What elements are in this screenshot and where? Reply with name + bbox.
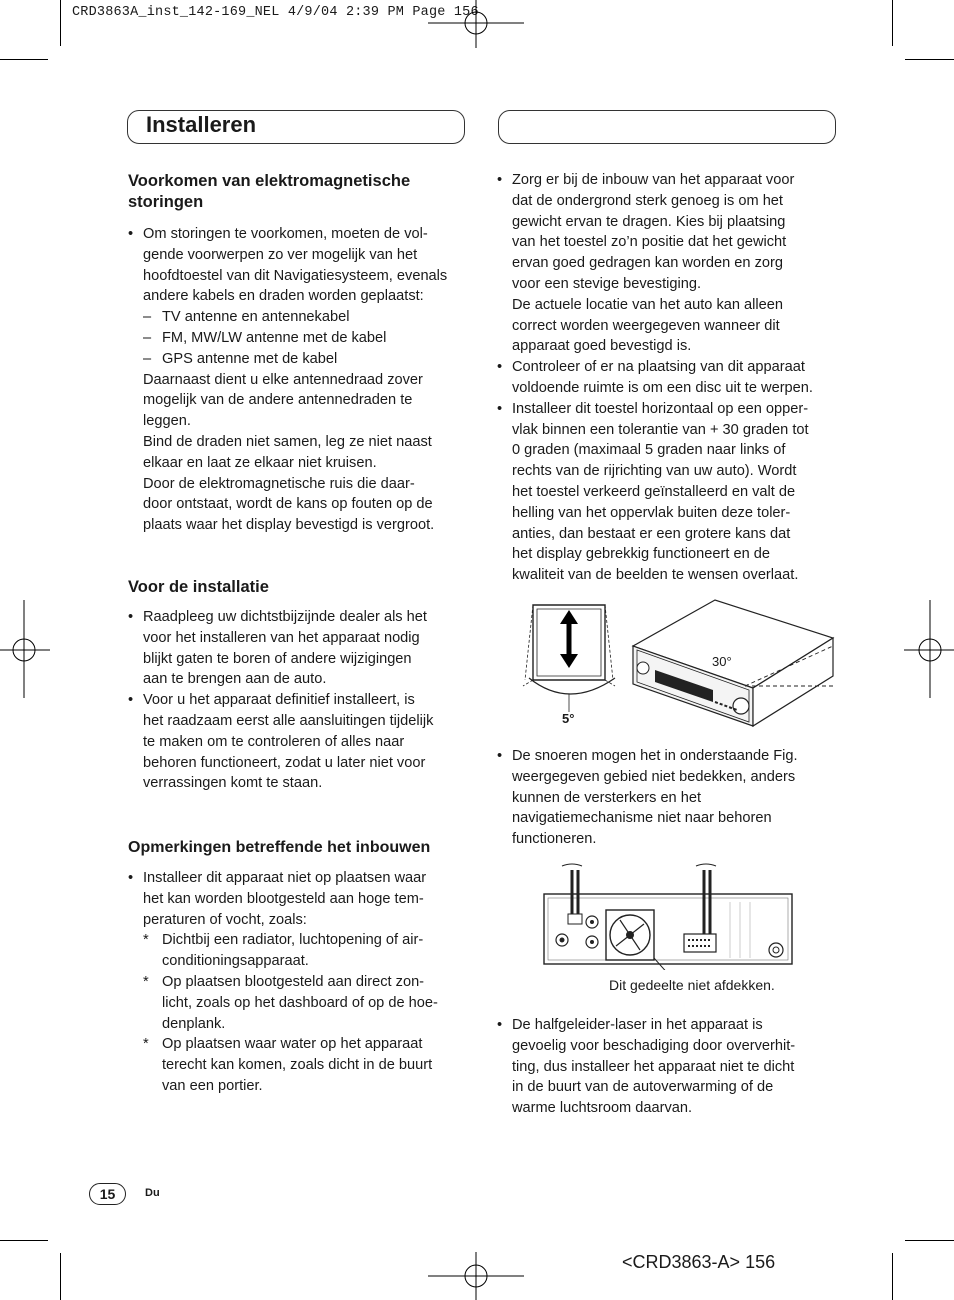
crop-mark <box>60 1253 61 1300</box>
text-line: • Installeer dit toestel horizontaal op een opper- <box>497 399 842 420</box>
text-line: – GPS antenne met de kabel <box>128 349 473 370</box>
text-line: – FM, MW/LW antenne met de kabel <box>128 328 473 349</box>
section-title: Installeren <box>146 112 257 137</box>
cable-section <box>497 746 842 850</box>
text-line: 0 graden (maximaal 5 graden naar links of <box>512 442 786 459</box>
figure-caption: Dit gedeelte niet afdekken. <box>609 977 775 993</box>
heading-before-install: Voor de installatie <box>128 578 269 596</box>
text-line: denplank. <box>162 1015 226 1032</box>
text-line: in de buurt van de autoverwarming of de <box>512 1079 774 1096</box>
text-line: weergegeven gebied niet bedekken, anders <box>512 768 796 785</box>
text-line: elkaar en laat ze elkaar niet kruisen. <box>143 454 377 471</box>
empty-title-box <box>498 110 836 144</box>
text-line: • Voor u het apparaat definitief installeert, is <box>128 690 473 711</box>
text-line: • Installeer dit apparaat niet op plaatsen waar <box>128 868 473 889</box>
text-line: terecht kan komen, zoals dicht in de buurt <box>162 1057 433 1074</box>
text-line: door ontstaat, wordt de kans op fouten op de <box>143 496 433 513</box>
crop-mark <box>905 1240 954 1241</box>
page-number: 15 <box>89 1183 126 1205</box>
text-line: hoofdtoestel van dit Navigatiesysteem, evenals <box>143 267 448 284</box>
text-line: vlak binnen een tolerantie van + 30 graden tot <box>512 421 809 438</box>
text-line: Door de elektromagnetische ruis die daar- <box>143 475 415 492</box>
text-line: • De snoeren mogen het in onderstaande Fig. <box>497 746 842 767</box>
unit-illustration <box>633 600 833 726</box>
before-install-section <box>128 607 473 794</box>
text-line: * Op plaatsen blootgesteld aan direct zon- <box>128 972 473 993</box>
mounting-notes-section <box>128 868 473 1097</box>
crop-mark <box>892 0 893 46</box>
heading-emc: Voorkomen van elektromagnetische storingen <box>128 172 411 211</box>
tilt-angle-figure <box>515 598 835 728</box>
text-line: * Dichtbij een radiator, luchtopening of air- <box>128 930 473 951</box>
text-line: mogelijk van de andere antennedraden te <box>143 392 413 409</box>
text-line: het raadzaam eerst alle aansluitingen tijdelijk <box>143 712 434 729</box>
angle-label-5: 5° <box>562 711 575 726</box>
text-line: anties, dan bestaat er een grotere kans dat <box>512 525 791 542</box>
language-code: Du <box>145 1187 160 1199</box>
text-line: Daarnaast dient u elke antennedraad zover <box>143 371 423 388</box>
text-line: gewicht ervan te dragen. Kies bij plaatsing <box>512 213 786 230</box>
text-line: voldoende ruimte is om een disc uit te werpen. <box>512 379 813 396</box>
text-line: het display gebrekkig functioneert en de <box>512 546 770 563</box>
text-line: warme luchtsroom daarvan. <box>512 1100 693 1117</box>
mounting-requirements-section <box>497 170 842 586</box>
text-line: Bind de draden niet samen, leg ze niet naast <box>143 433 432 450</box>
crop-mark <box>60 0 61 46</box>
text-line: blijkt gaten te boren of andere wijzigingen <box>143 650 412 667</box>
text-line: leggen. <box>143 413 191 430</box>
text-line: navigatiemechanisme niet naar behoren <box>512 810 772 827</box>
heading-mounting-notes: Opmerkingen betreffende het inbouwen <box>128 839 431 856</box>
text-line: van het toestel zo’n positie dat het gewicht <box>512 234 787 251</box>
emc-section <box>128 224 473 536</box>
crop-mark <box>0 59 48 60</box>
text-line: • Om storingen te voorkomen, moeten de vol- <box>128 224 473 245</box>
laser-section <box>497 1015 842 1119</box>
text-line: voor het installeren van het apparaat nodig <box>143 629 420 646</box>
text-line: kwaliteit van de beelden te wensen overlaat. <box>512 567 799 584</box>
text-line: plaats waar het display bevestigd is vergroot. <box>143 517 435 534</box>
text-line: conditioningsapparaat. <box>162 953 309 970</box>
crop-mark <box>892 1253 893 1300</box>
text-line: – TV antenne en antennekabel <box>128 307 473 328</box>
text-line: • Zorg er bij de inbouw van het apparaat voor <box>497 170 842 191</box>
text-line: van een portier. <box>162 1077 263 1094</box>
text-line: apparaat goed bevestigd is. <box>512 338 692 355</box>
text-line: verrassingen komt te staan. <box>143 775 323 792</box>
text-line: kunnen de versterkers en het <box>512 789 702 806</box>
text-line: rechts van de rijrichting van uw auto). Wordt <box>512 463 797 480</box>
angle-label-30: 30° <box>712 654 732 669</box>
text-line: De actuele locatie van het auto kan alleen <box>512 296 783 313</box>
tilt-indicator <box>523 605 615 712</box>
text-line: ting, dus installeer het apparaat niet te dicht <box>512 1058 795 1075</box>
text-line: aan te brengen aan de auto. <box>143 671 327 688</box>
text-line: • Raadpleeg uw dichtstbijzijnde dealer als het <box>128 607 473 628</box>
text-line: behoren functioneert, zodat u later niet voor <box>143 754 426 771</box>
text-line: * Op plaatsen waar water op het apparaat <box>128 1034 473 1055</box>
text-line: andere kabels en draden worden geplaatst: <box>143 288 424 305</box>
text-line: correct worden weergegeven wanneer dit <box>512 317 780 334</box>
print-slug: CRD3863A_inst_142-169_NEL 4/9/04 2:39 PM Page 156 <box>72 5 479 20</box>
text-line: gende voorwerpen zo ver mogelijk van het <box>143 246 418 263</box>
text-line: peraturen of vocht, zoals: <box>143 911 307 928</box>
text-line: het kan worden blootgesteld aan hoge tem- <box>143 890 424 907</box>
text-line: • De halfgeleider-laser in het apparaat is <box>497 1015 842 1036</box>
text-line: gevoelig voor beschadiging door oververhit- <box>512 1037 796 1054</box>
text-line: • Controleer of er na plaatsing van dit apparaat <box>497 357 842 378</box>
text-line: functioneren. <box>512 831 597 848</box>
crop-mark <box>905 59 954 60</box>
crop-mark <box>0 1240 48 1241</box>
text-line: het toestel verkeerd geïnstalleerd en valt de <box>512 483 796 500</box>
text-line: voor een stevige bevestiging. <box>512 275 702 292</box>
registration-mark-bottom <box>428 1252 524 1300</box>
document-code: <CRD3863-A> 156 <box>622 1252 776 1272</box>
text-line: helling van het oppervlak buiten deze toler- <box>512 504 791 521</box>
registration-mark-top <box>428 0 524 50</box>
registration-mark-left <box>0 600 50 698</box>
registration-mark-right <box>904 600 954 698</box>
text-line: ervan goed gedragen kan worden en zorg <box>512 255 783 272</box>
text-line: dat de ondergrond sterk genoeg is om het <box>512 192 783 209</box>
text-line: te maken om te controleren of alles naar <box>143 733 405 750</box>
rear-panel-figure <box>540 858 796 970</box>
text-line: licht, zoals op het dashboard of op de hoe- <box>162 994 438 1011</box>
